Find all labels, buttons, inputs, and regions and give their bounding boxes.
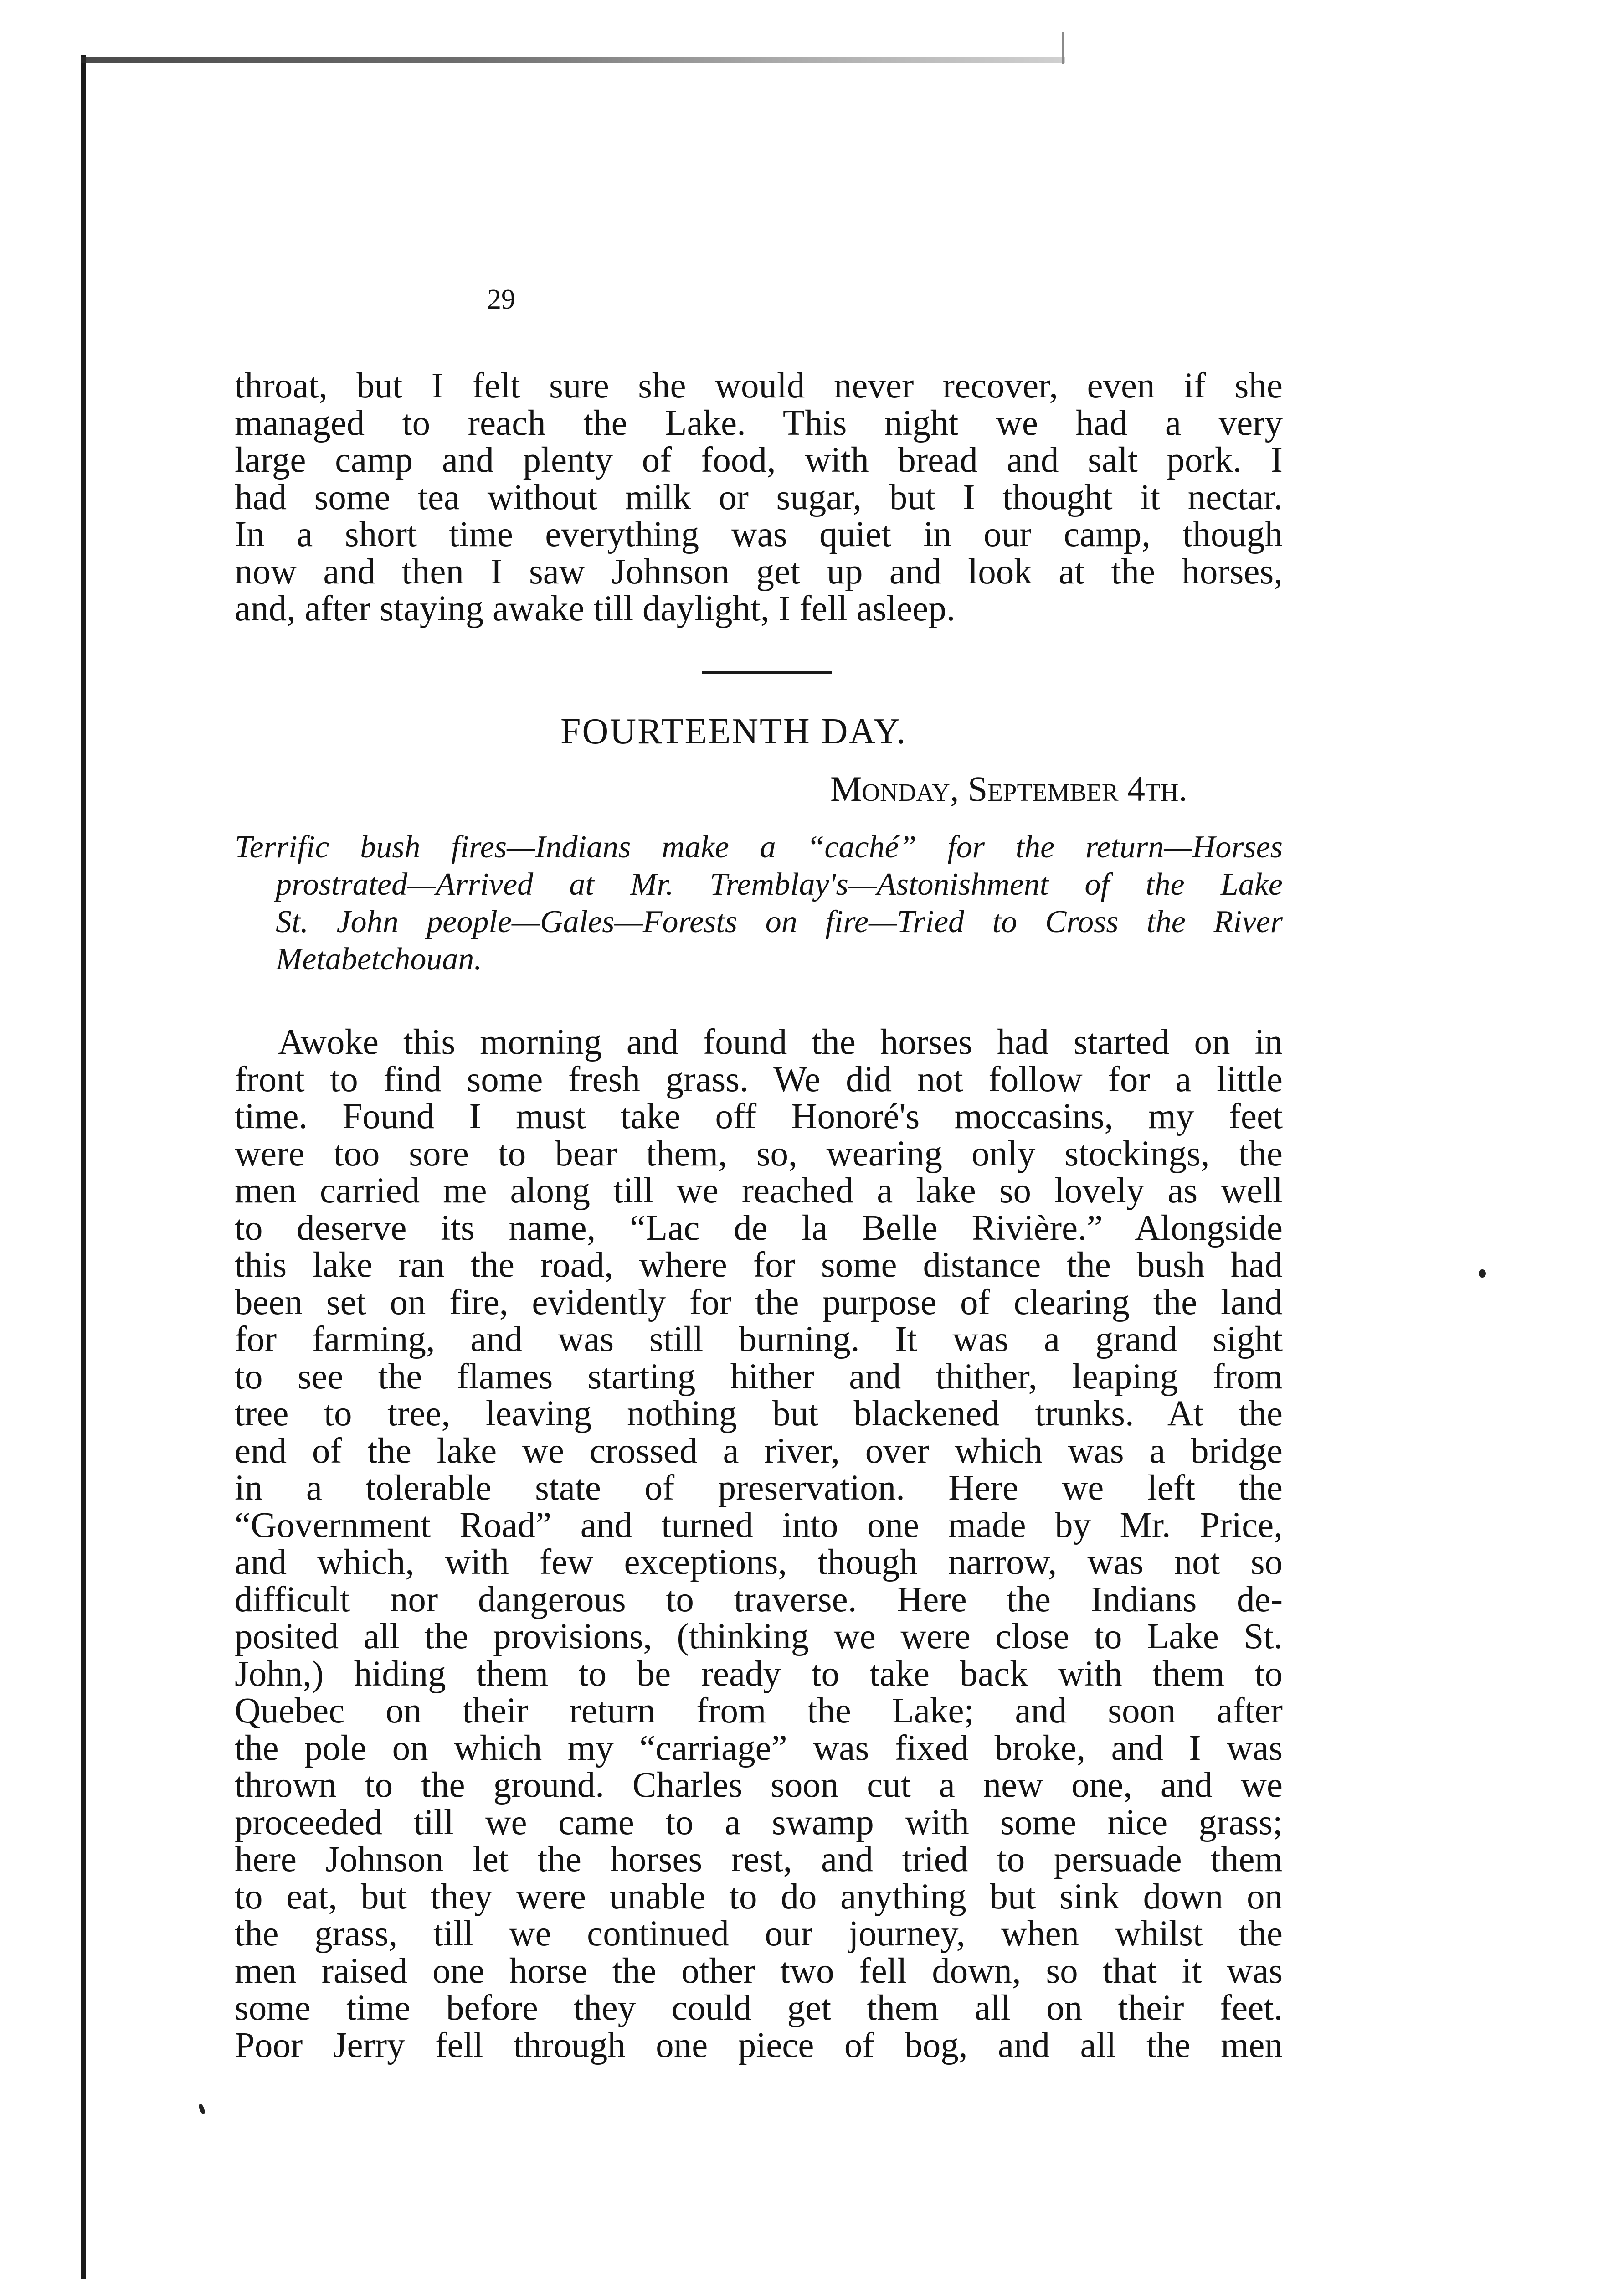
text-line: the pole on which my “carriage” was fixed broke, and I was bbox=[235, 1728, 1283, 1768]
text-line: Poor Jerry fell through one piece of bog, and all the men bbox=[235, 2025, 1283, 2065]
page-number: 29 bbox=[487, 284, 515, 315]
text-line: had some tea without milk or sugar, but I thought it nectar. bbox=[235, 477, 1283, 517]
scan-border-top-corner bbox=[1062, 32, 1064, 64]
text-line: front to find some fresh grass. We did not follow for a little bbox=[235, 1059, 1283, 1099]
text-line: difficult nor dangerous to traverse. Here the Indians de- bbox=[235, 1579, 1283, 1619]
text-line: posited all the provisions, (thinking we were close to Lake St. bbox=[235, 1617, 1283, 1656]
text-line: this lake ran the road, where for some distance the bush had bbox=[235, 1245, 1283, 1285]
text-line: to see the flames starting hither and thither, leaping from bbox=[235, 1356, 1283, 1397]
chapter-synopsis bbox=[235, 829, 1283, 978]
scan-speck bbox=[198, 2103, 206, 2115]
text-line: men carried me along till we reached a lake so lovely as well bbox=[235, 1171, 1283, 1211]
text-line: proceeded till we came to a swamp with some nice grass; bbox=[235, 1802, 1283, 1842]
chapter-heading: FOURTEENTH DAY. bbox=[560, 712, 907, 752]
text-line: and which, with few exceptions, though narrow, was not so bbox=[235, 1542, 1283, 1582]
text-line: now and then I saw Johnson get up and look at the horses, bbox=[235, 552, 1283, 592]
text-line: men raised one horse the other two fell down, so that it was bbox=[235, 1951, 1283, 1991]
text-line: managed to reach the Lake. This night we had a very bbox=[235, 403, 1283, 443]
text-line: throat, but I felt sure she would never recover, even if she bbox=[235, 366, 1283, 406]
chapter-date: Monday, September 4th. bbox=[830, 769, 1187, 809]
text-line: end of the lake we crossed a river, over which was a bridge bbox=[235, 1431, 1283, 1471]
paragraph-main bbox=[235, 1024, 1283, 2064]
scan-border-top bbox=[81, 57, 1065, 63]
text-line: were too sore to bear them, so, wearing only stockings, the bbox=[235, 1134, 1283, 1174]
text-line: here Johnson let the horses rest, and tried to persuade them bbox=[235, 1840, 1283, 1879]
text-line: John,) hiding them to be ready to take back with them to bbox=[235, 1654, 1283, 1694]
synopsis-line: St. John people—Gales—Forests on fire—Tried to Cross the River bbox=[276, 904, 1283, 939]
text-line: thrown to the ground. Charles soon cut a new one, and we bbox=[235, 1765, 1283, 1805]
text-line: tree to tree, leaving nothing but blackened trunks. At the bbox=[235, 1394, 1283, 1433]
text-line: time. Found I must take off Honoré's moccasins, my feet bbox=[235, 1097, 1283, 1136]
text-line: been set on fire, evidently for the purpose of clearing the land bbox=[235, 1282, 1283, 1322]
paragraph-continued bbox=[235, 367, 1283, 628]
text-line: the grass, till we continued our journey, when whilst the bbox=[235, 1914, 1283, 1954]
text-line: “Government Road” and turned into one made by Mr. Price, bbox=[235, 1505, 1283, 1545]
synopsis-line: prostrated—Arrived at Mr. Tremblay's—Astonishment of the Lake bbox=[276, 867, 1283, 902]
text-line: large camp and plenty of food, with bread and salt pork. I bbox=[235, 440, 1283, 480]
text-line: Quebec on their return from the Lake; and soon after bbox=[235, 1691, 1283, 1731]
text-line: some time before they could get them all on their feet. bbox=[235, 1988, 1283, 2028]
synopsis-line: Terrific bush fires—Indians make a “caché” for the return—Horses bbox=[235, 830, 1283, 865]
text-line: to deserve its name, “Lac de la Belle Rivière.” Alongside bbox=[235, 1208, 1283, 1248]
text-line: to eat, but they were unable to do anything but sink down on bbox=[235, 1877, 1283, 1917]
text-line: and, after staying awake till daylight, I fell asleep. bbox=[235, 589, 956, 629]
text-line: Awoke this morning and found the horses had started on in bbox=[278, 1022, 1283, 1062]
text-line: In a short time everything was quiet in our camp, though bbox=[235, 515, 1283, 554]
scan-border-left bbox=[81, 55, 86, 2279]
text-line: in a tolerable state of preservation. Here we left the bbox=[235, 1468, 1283, 1508]
synopsis-line: Metabetchouan. bbox=[276, 942, 482, 977]
section-divider-rule bbox=[702, 671, 832, 674]
scan-speck bbox=[1479, 1269, 1486, 1278]
text-line: for farming, and was still burning. It was a grand sight bbox=[235, 1320, 1283, 1359]
